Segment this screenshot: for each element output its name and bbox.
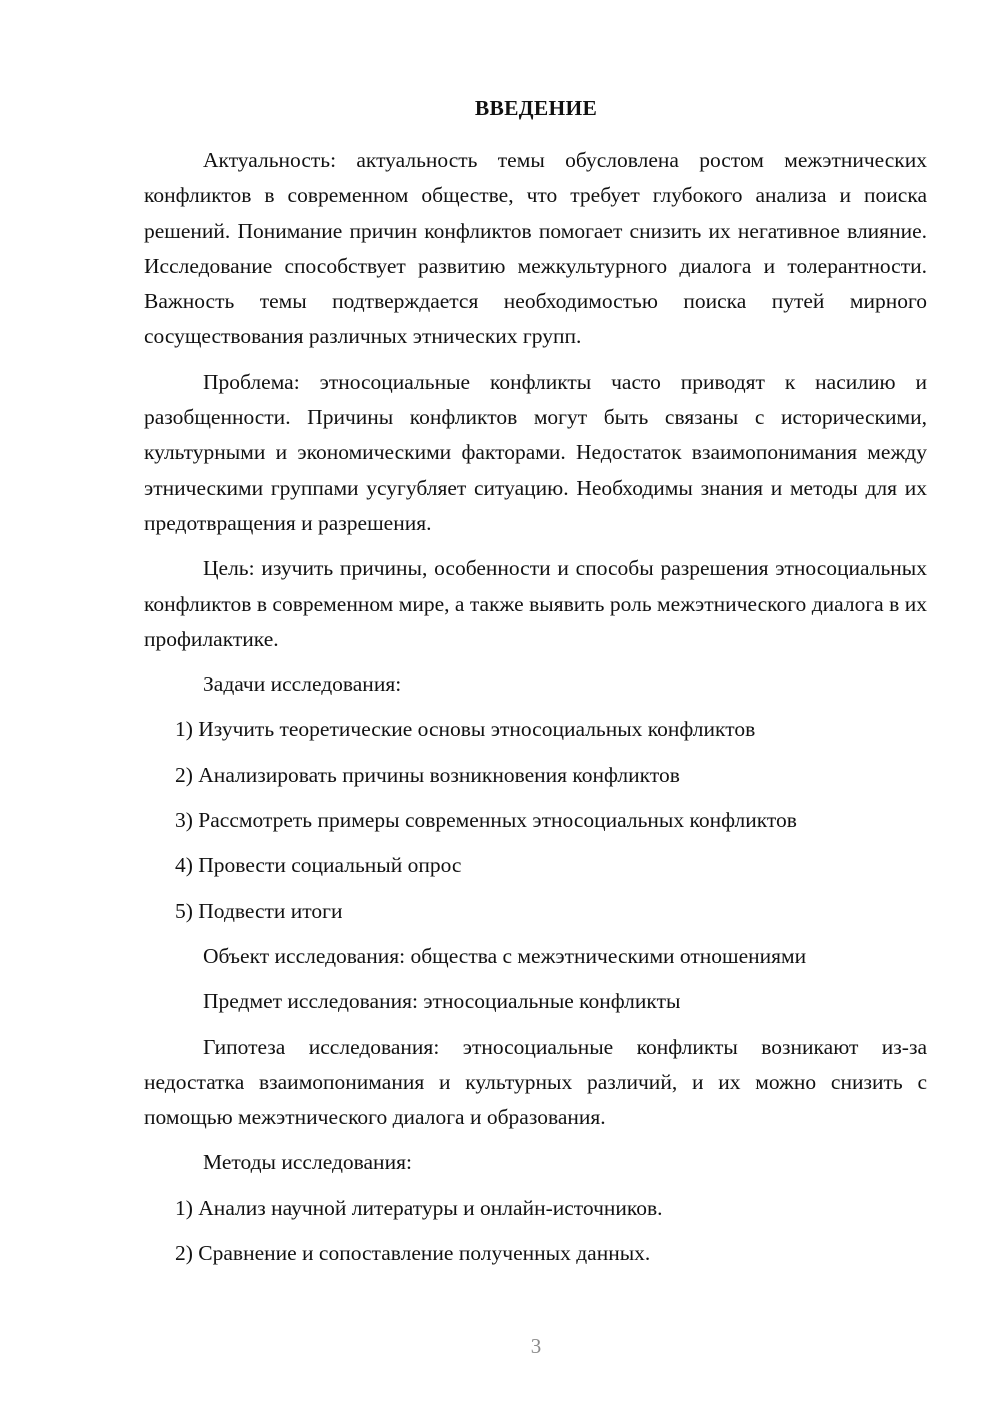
paragraph-relevance: Актуальность: актуальность темы обусловлена ростом межэтнических конфликтов в современном обществе, что требует глубокого анализа и поиска решений. Понимание причин конфликтов помогает снизить их негативное влияние. Исследование способствует развитию межкультурного диалога и толерантности. Важность темы подтверждается необходимостью поиска путей мирного сосуществования различных этнических групп. [144, 148, 927, 349]
tasks-heading: Задачи исследования: [203, 672, 402, 697]
list-item: 4) Провести социальный опрос [175, 853, 462, 878]
methods-heading: Методы исследования: [203, 1150, 412, 1175]
section-title: ВВЕДЕНИЕ [474, 96, 598, 120]
tasks-list [144, 712, 927, 928]
list-item: 1) Изучить теоретические основы этносоциальных конфликтов [175, 717, 756, 742]
paragraph-problem: Проблема: этносоциальные конфликты часто приводят к насилию и разобщенности. Причины конфликтов могут быть связаны с историческими, культурными и экономическими факторами. Недостаток взаимопонимания между этническими группами усугубляет ситуацию. Необходимы знания и методы для их предотвращения и разрешения. [144, 369, 927, 535]
list-item: 1) Анализ научной литературы и онлайн-источников. [175, 1195, 663, 1220]
paragraph-object: Объект исследования: общества с межэтническими отношениями [203, 943, 807, 968]
list-item: 2) Анализировать причины возникновения конфликтов [175, 762, 680, 787]
paragraph-goal: Цель: изучить причины, особенности и способы разрешения этносоциальных конфликтов в современном мире, а также выявить роль межэтнического диалога в их профилактике. [144, 556, 927, 651]
paragraph-subject: Предмет исследования: этносоциальные конфликты [203, 989, 681, 1014]
document-body [144, 143, 927, 1281]
paragraph-hypothesis: Гипотеза исследования: этносоциальные конфликты возникают из-за недостатка взаимопонимания и культурных различий, и их можно снизить с помощью межэтнического диалога и образования. [144, 1034, 927, 1130]
list-item: 2) Сравнение и сопоставление полученных данных. [175, 1241, 651, 1266]
list-item: 5) Подвести итоги [175, 898, 343, 923]
page-number: 3 [530, 1334, 542, 1358]
methods-list [144, 1191, 927, 1272]
list-item: 3) Рассмотреть примеры современных этносоциальных конфликтов [175, 808, 797, 833]
